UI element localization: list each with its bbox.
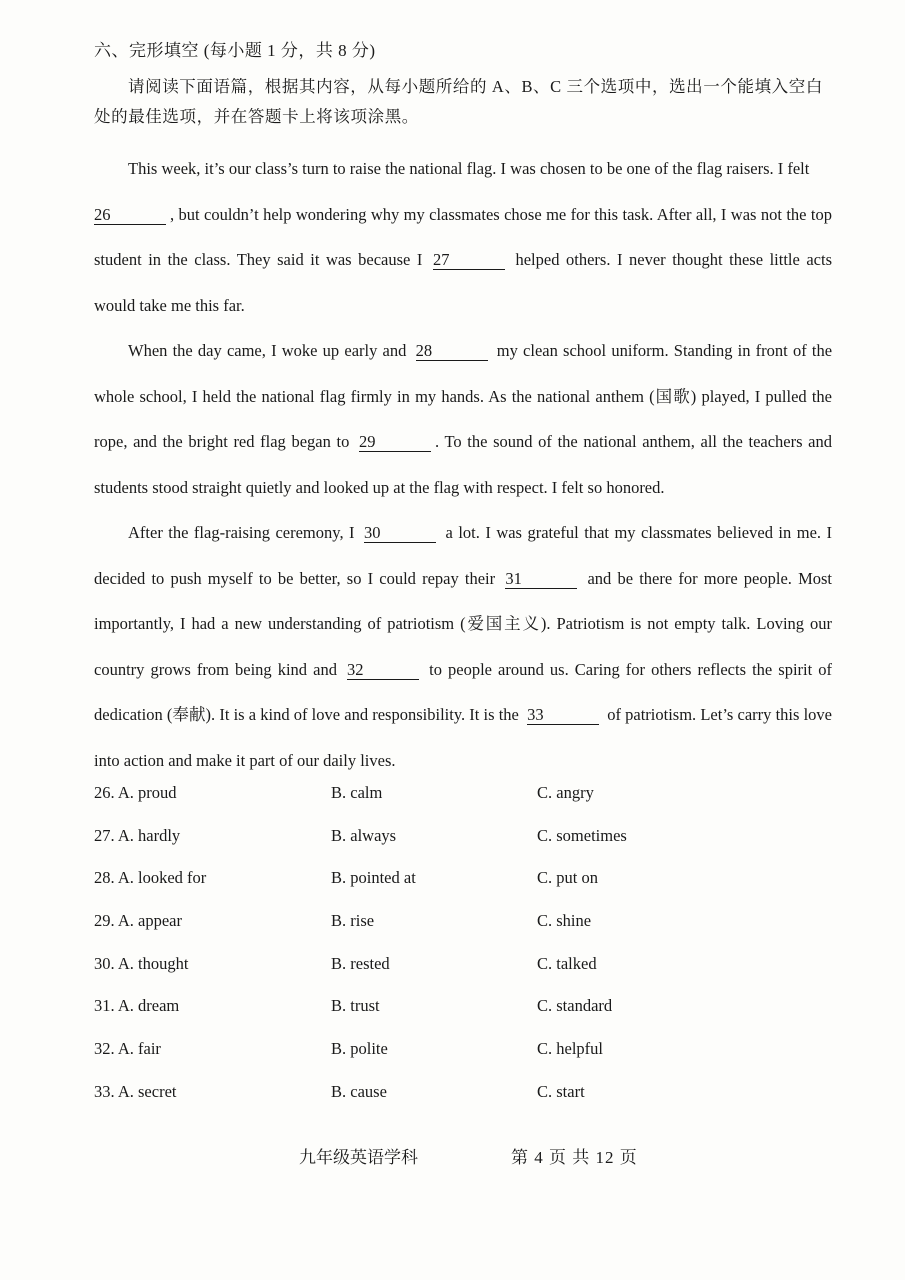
option-a: 29. A. appear bbox=[94, 911, 182, 931]
blank-31: 31 bbox=[505, 570, 577, 589]
blank-29: 29 bbox=[359, 433, 431, 452]
option-a: 30. A. thought bbox=[94, 953, 189, 973]
option-row-27 bbox=[94, 826, 834, 869]
option-row-28 bbox=[94, 868, 834, 911]
option-a: 32. A. fair bbox=[94, 1039, 161, 1059]
option-b: B. pointed at bbox=[331, 868, 416, 888]
option-a: 27. A. hardly bbox=[94, 825, 181, 845]
passage-text: my clean school uniform. Standing in front of the whole school, I held the national flag firmly in my hands. As the national anthem (国歌) played, I pulled the rope, and the bright red flag began to bbox=[94, 341, 833, 451]
blank-30: 30 bbox=[364, 524, 436, 543]
option-b: B. always bbox=[331, 825, 397, 845]
passage-text: . To the sound of the national anthem, all the teachers and students stood straight quietly and looked up at the flag with respect. I felt so honored. bbox=[94, 432, 832, 497]
passage-text: This week, it’s our class’s turn to raise the national flag. I was chosen to be one of the flag raisers. I felt bbox=[128, 159, 810, 178]
option-b: B. rise bbox=[331, 911, 375, 931]
option-c: C. helpful bbox=[537, 1039, 603, 1059]
option-row-31 bbox=[94, 996, 834, 1039]
option-c: C. standard bbox=[537, 996, 613, 1016]
passage-text: and be there for more people. Most importantly, I had a new understanding of patriotism (爱国主义). Patriotism is not empty talk. Loving our country grows from being kind and bbox=[94, 568, 833, 679]
passage-text: of patriotism. Let’s carry this love into action and make it part of our daily lives. bbox=[94, 705, 832, 770]
option-row-30 bbox=[94, 954, 834, 997]
option-c: C. angry bbox=[537, 783, 594, 802]
option-a: 28. A. looked for bbox=[94, 868, 207, 888]
blank-32: 32 bbox=[347, 661, 419, 680]
option-c: C. talked bbox=[537, 953, 597, 973]
option-c: C. sometimes bbox=[537, 825, 627, 845]
footer-page-number: 第 4 页 共 12 页 bbox=[511, 1148, 638, 1167]
option-a: 26. A. proud bbox=[94, 783, 177, 802]
passage-paragraph-2 bbox=[94, 328, 832, 510]
passage-text: When the day came, I woke up early and bbox=[128, 341, 407, 360]
section-instruction: 请阅读下面语篇，根据其内容，从每小题所给的 A、B、C 三个选项中，选出一个能填入空白处的最佳选项，并在答题卡上将该项涂黑。 bbox=[94, 77, 823, 126]
passage-text: helped others. I never thought these little acts would take me this far. bbox=[94, 250, 833, 315]
footer-subject: 九年级英语学科 bbox=[299, 1148, 418, 1167]
option-a: 33. A. secret bbox=[94, 1081, 177, 1101]
passage-text: , but couldn’t help wondering why my classmates chose me for this task. After all, I was not the top student in the class. They said it was because I bbox=[94, 204, 832, 269]
blank-28: 28 bbox=[416, 342, 488, 361]
option-b: B. trust bbox=[331, 996, 380, 1016]
cloze-passage bbox=[94, 146, 832, 783]
option-b: B. calm bbox=[331, 783, 383, 802]
option-b: B. rested bbox=[331, 953, 390, 973]
option-row-32 bbox=[94, 1039, 834, 1082]
option-c: C. put on bbox=[537, 868, 598, 888]
option-row-26 bbox=[94, 783, 834, 826]
option-a: 31. A. dream bbox=[94, 996, 180, 1016]
passage-paragraph-1 bbox=[94, 146, 832, 328]
blank-33: 33 bbox=[527, 706, 599, 725]
blank-26: 26 bbox=[94, 206, 166, 225]
blank-27: 27 bbox=[433, 251, 505, 270]
option-row-33 bbox=[94, 1082, 834, 1125]
section-title: 六、完形填空 (每小题 1 分，共 8 分) bbox=[94, 41, 376, 60]
option-row-29 bbox=[94, 911, 834, 954]
passage-text: to people around us. Caring for others reflects the spirit of dedication (奉献). It is a kind of love and responsibility. It is the bbox=[94, 659, 833, 724]
answer-options bbox=[94, 783, 834, 1125]
option-c: C. shine bbox=[537, 911, 592, 931]
passage-text: After the flag-raising ceremony, I bbox=[128, 523, 355, 542]
option-c: C. start bbox=[537, 1081, 585, 1101]
passage-paragraph-3 bbox=[94, 510, 832, 783]
option-b: B. polite bbox=[331, 1039, 388, 1059]
option-b: B. cause bbox=[331, 1081, 387, 1101]
passage-text: a lot. I was grateful that my classmates believed in me. I decided to push myself to be better, so I could repay their bbox=[94, 523, 833, 588]
